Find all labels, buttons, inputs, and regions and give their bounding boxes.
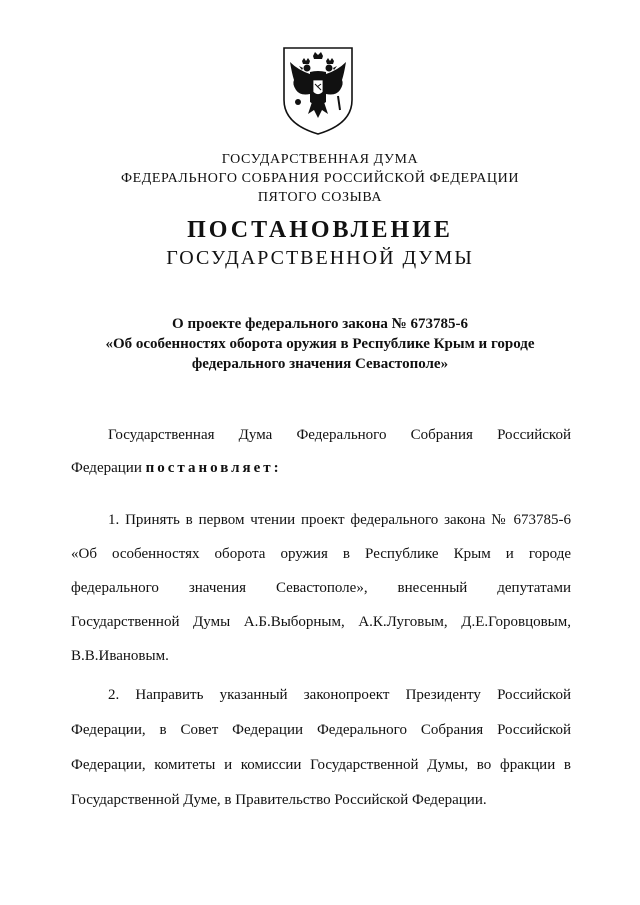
double-headed-eagle-icon [280, 44, 356, 136]
header-line-1: ГОСУДАРСТВЕННАЯ ДУМА [221, 152, 419, 167]
item2-line: Федерации, комитеты и комиссии Государственной Думы, во фракции в [71, 757, 571, 773]
item1-line: федерального значения Севастополе», внесенный депутатами [71, 580, 571, 596]
header-line-3: ПЯТОГО СОЗЫВА [257, 190, 383, 205]
subject-line-1: О проекте федерального закона № 673785-6 [172, 316, 468, 332]
item2-line: Федерации, в Совет Федерации Федерального Собрания Российской [71, 722, 571, 738]
item1-line: Государственной Думы А.Б.Выборным, А.К.Луговым, Д.Е.Горовцовым, [71, 614, 571, 630]
subject-line-3: федерального значения Севастополе» [191, 356, 449, 372]
item1-line: В.В.Ивановым. [71, 648, 169, 664]
preamble-start: Федерации [71, 460, 142, 476]
item2-line: 2. Направить указанный законопроект Президенту Российской [108, 687, 571, 703]
header-line-2: ФЕДЕРАЛЬНОГО СОБРАНИЯ РОССИЙСКОЙ ФЕДЕРАЦИИ [120, 171, 520, 186]
preamble-line-2 [71, 458, 571, 478]
item1-line: 1. Принять в первом чтении проект федерального закона № 673785-6 [108, 512, 571, 528]
item1-line: «Об особенностях оборота оружия в Республике Крым и городе [71, 546, 571, 562]
document-issuer: ГОСУДАРСТВЕННОЙ ДУМЫ [166, 247, 474, 269]
decision-word: постановляет: [145, 460, 282, 476]
subject-line-2: «Об особенностях оборота оружия в Республике Крым и городе [105, 336, 535, 352]
preamble-line-1: Государственная Дума Федерального Собрания Российской [108, 427, 571, 443]
document-type: ПОСТАНОВЛЕНИЕ [187, 217, 453, 243]
item2-line: Государственной Думе, в Правительство Российской Федерации. [71, 792, 487, 808]
